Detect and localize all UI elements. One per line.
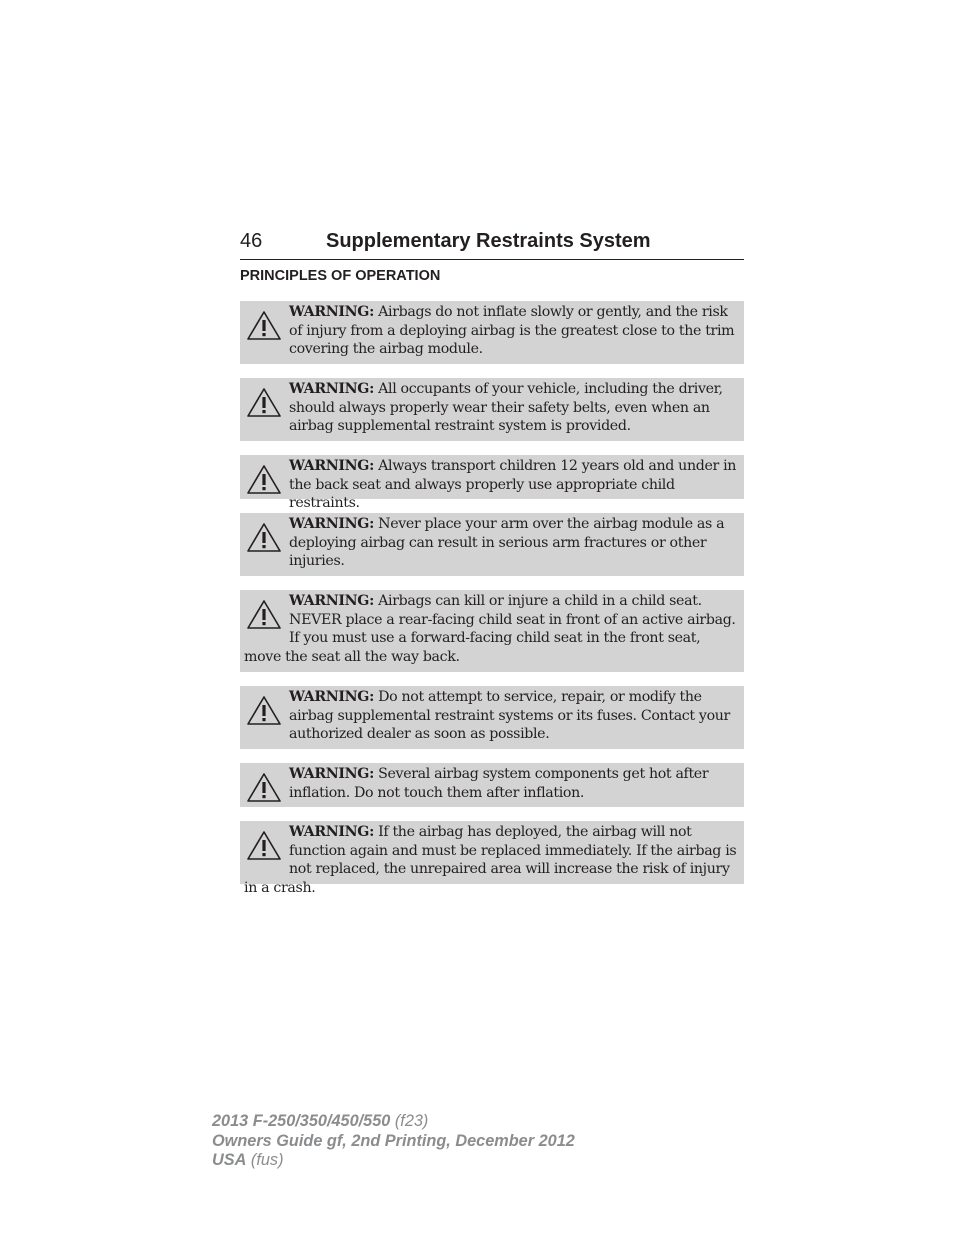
section-heading: PRINCIPLES OF OPERATION xyxy=(240,268,441,284)
warning-box xyxy=(240,686,744,749)
warning-text: Never place your arm over the airbag module as a deploying airbag can result in serious arm fractures or other injuries. xyxy=(289,516,725,570)
page-number: 46 xyxy=(240,230,263,252)
footer-line xyxy=(212,1132,575,1152)
warning-text: Several airbag system components get hot after inflation. Do not touch them after inflation. xyxy=(289,766,709,801)
footer-market-code: (fus) xyxy=(250,1151,284,1169)
warning-label: WARNING: xyxy=(289,593,374,609)
footer-edition: Owners Guide gf, 2nd Printing, December 2012 xyxy=(212,1131,575,1150)
warning-label: WARNING: xyxy=(289,516,374,532)
page-title: Supplementary Restraints System xyxy=(326,230,651,252)
warning-text: Airbags can kill or injure a child in a child seat. NEVER place a rear-facing child seat in front of an active airbag. If you must use a forward-facing child seat in the front seat, move the seat all the way back. xyxy=(244,593,736,666)
warning-box xyxy=(240,513,744,576)
footer-model: 2013 F-250/350/450/550 xyxy=(212,1112,391,1130)
warning-text: If the airbag has deployed, the airbag will not function again and must be replaced immediately. If the airbag is not replaced, the unrepaired area will increase the risk of injury in a crash. xyxy=(244,824,737,897)
warning-label: WARNING: xyxy=(289,824,374,840)
warning-triangle-icon xyxy=(246,598,282,632)
warning-triangle-icon xyxy=(246,521,282,555)
warning-box xyxy=(240,763,744,807)
warning-triangle-icon xyxy=(246,386,282,420)
warning-box xyxy=(240,590,744,672)
footer-line xyxy=(212,1112,575,1132)
footer-line xyxy=(212,1151,575,1171)
warning-triangle-icon xyxy=(246,309,282,343)
warning-label: WARNING: xyxy=(289,458,374,474)
warning-label: WARNING: xyxy=(289,766,374,782)
warning-text: Always transport children 12 years old and under in the back seat and always properly use appropriate child restraints. xyxy=(289,458,737,512)
warning-triangle-icon xyxy=(246,694,282,728)
warning-box xyxy=(240,821,744,897)
warning-label: WARNING: xyxy=(289,381,374,397)
warning-label: WARNING: xyxy=(289,689,374,705)
warning-label: WARNING: xyxy=(289,304,374,320)
warning-box xyxy=(240,301,744,364)
warning-text: Airbags do not inflate slowly or gently, and the risk of injury from a deploying airbag is the greatest close to the trim covering the airbag module. xyxy=(289,304,735,358)
footer-market: USA xyxy=(212,1151,247,1169)
page-header xyxy=(240,229,744,260)
warning-box xyxy=(240,378,744,441)
warning-box xyxy=(240,455,744,512)
warning-text: Do not attempt to service, repair, or modify the airbag supplemental restraint systems or its fuses. Contact your authorized dealer as soon as possible. xyxy=(289,689,730,743)
page-footer xyxy=(212,1112,575,1171)
warning-triangle-icon xyxy=(246,771,282,805)
warning-text: All occupants of your vehicle, including the driver, should always properly wear their safety belts, even when an airbag supplemental restraint system is provided. xyxy=(289,381,723,435)
footer-model-code: (f23) xyxy=(394,1112,429,1130)
warning-triangle-icon xyxy=(246,463,282,497)
warning-triangle-icon xyxy=(246,829,282,863)
